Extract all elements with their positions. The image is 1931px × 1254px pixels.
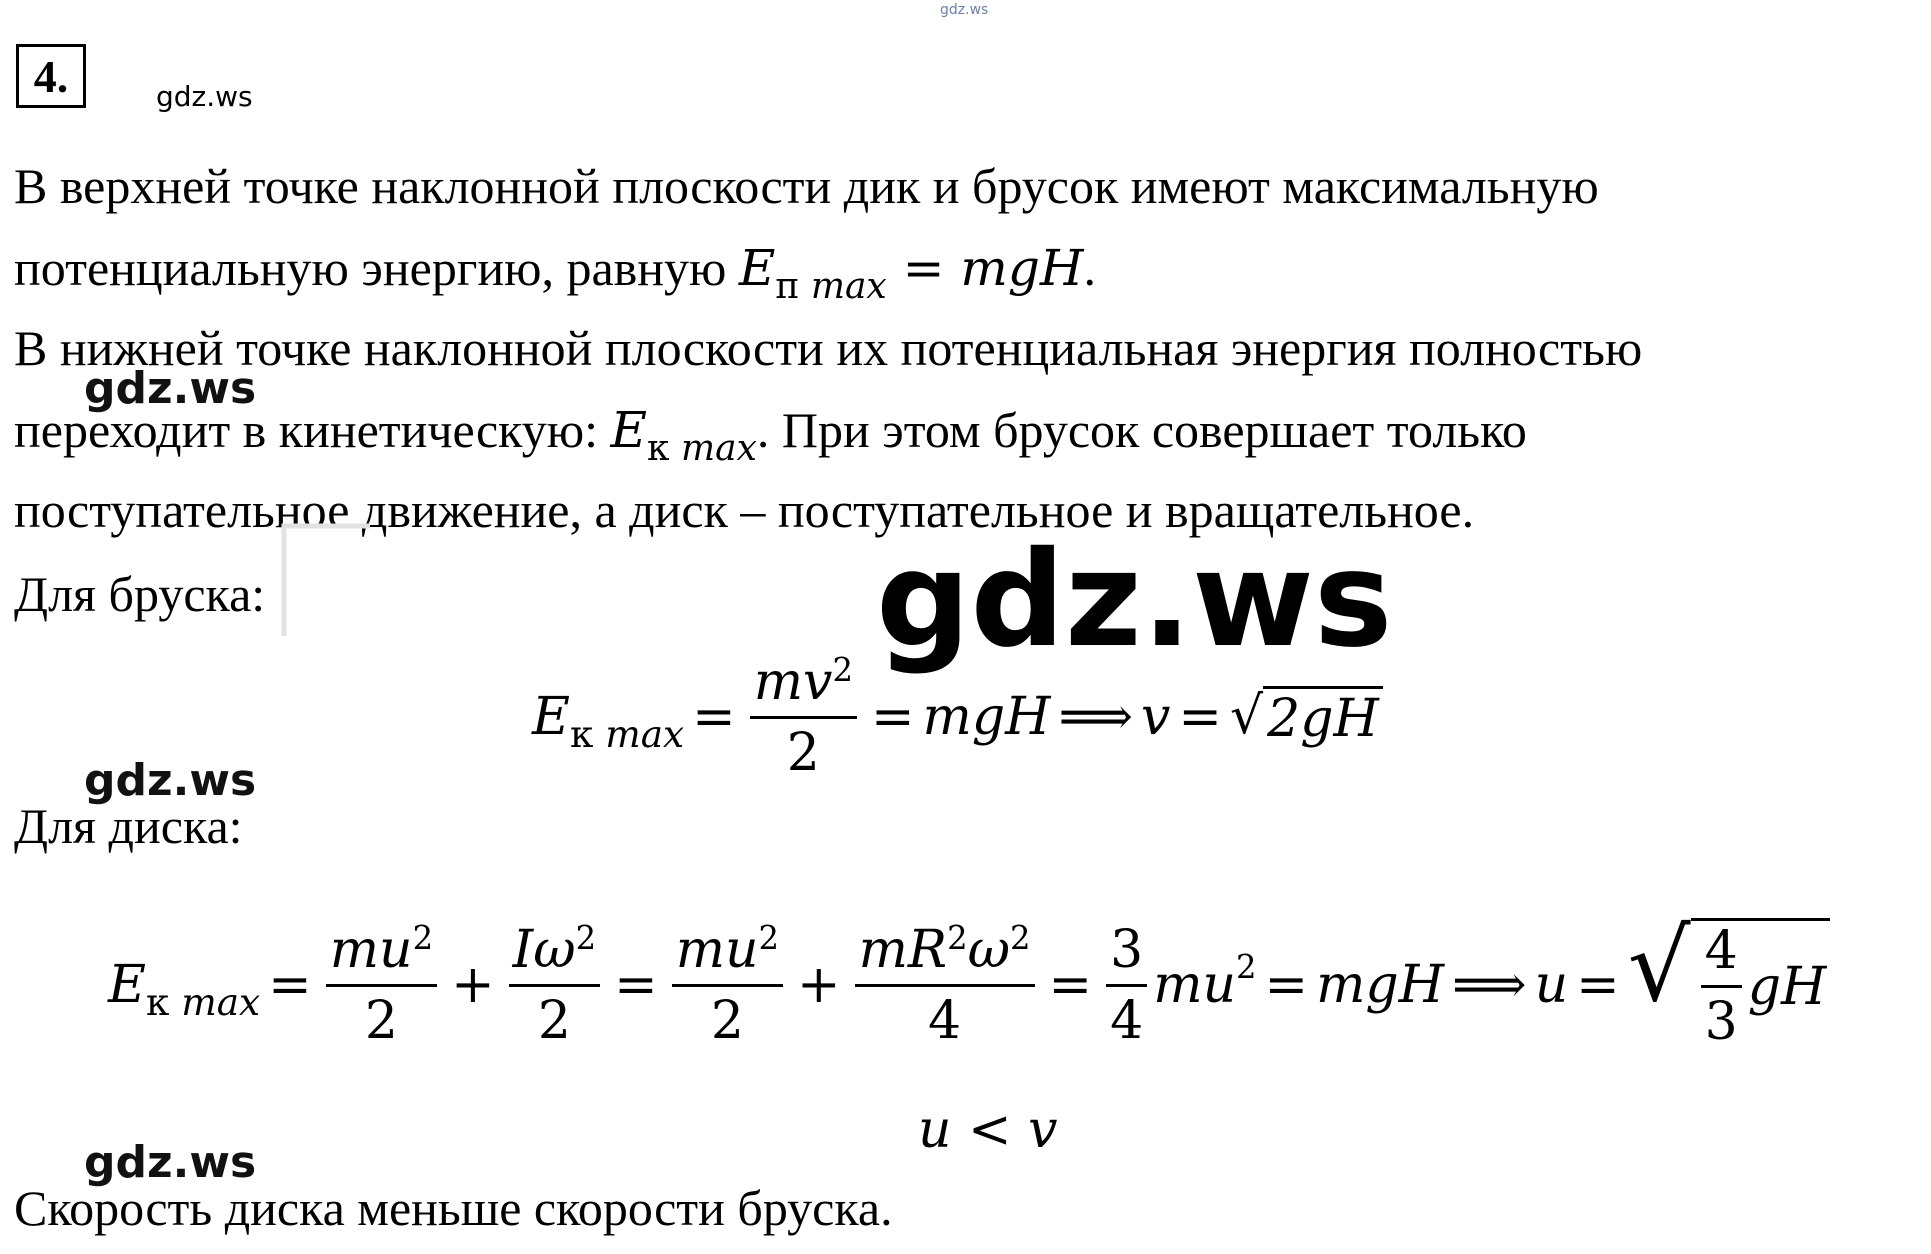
watermark-3: gdz.ws bbox=[84, 1137, 257, 1188]
top-watermark: gdz.ws bbox=[940, 2, 989, 18]
problem-number: 4. bbox=[33, 50, 69, 102]
text-line-5: поступательное движение, а диск – поступательное и вращательное. bbox=[14, 482, 1475, 538]
formula2-fraction-5: $\frac{3}{4}$ bbox=[1106, 920, 1147, 1051]
formula2-fraction-3: $\frac{mu^2}{2}$ bbox=[672, 920, 783, 1051]
formula2-fraction-1: $\frac{mu^2}{2}$ bbox=[326, 920, 437, 1051]
formula2-sqrt-fraction: $\frac{4}{3}$ bbox=[1701, 921, 1742, 1052]
formula1-E: $E_{к max}$ bbox=[532, 687, 685, 757]
formula2-fraction-4: $\frac{mR^2\omega^2}{4}$ bbox=[855, 920, 1035, 1051]
watermark-1: gdz.ws bbox=[84, 363, 257, 414]
watermark-2: gdz.ws bbox=[84, 755, 257, 806]
formula-inequality: u < v bbox=[918, 1100, 1058, 1160]
text-line-2: потенциальную энергию, равную $E_{п max}$ = mgH. bbox=[14, 239, 1096, 307]
formula-block: $E_{к max}$ = $\frac{mv^2}{2}$ = mgH ⟹ v = √ 2gH bbox=[532, 652, 1383, 782]
watermark-center: gdz.ws bbox=[876, 523, 1393, 677]
text-line-1: В верхней точке наклонной плоскости дик и брусок имеют максимальную bbox=[14, 158, 1599, 214]
text-line-2-prefix: потенциальную энергию, равную bbox=[14, 240, 739, 296]
text-line-3: В нижней точке наклонной плоскости их потенциальная энергия полностью bbox=[14, 320, 1643, 376]
problem-number-box bbox=[16, 44, 86, 108]
faint-background-mark bbox=[280, 520, 380, 640]
text-line-6: Для бруска: bbox=[14, 566, 266, 622]
formula2-fraction-2: $\frac{I\omega^2}{2}$ bbox=[509, 920, 600, 1051]
formula1-fraction: $\frac{mv^2}{2}$ bbox=[750, 652, 857, 783]
formula2-E: $E_{к max}$ bbox=[108, 955, 261, 1025]
formula-block: $E_{к max}$ = $\frac{mu^2}{2}$ + $\frac{I\omega^2}{2}$ = $\frac{mu^2}{2}$ + $\frac{mR^2\omega^2}{4}$ = $\frac{3}{4}$ mu 2 = mgH ⟹ u = √ $\frac{4}{3}$ gH bbox=[108, 910, 1830, 1060]
formula1-sqrt: √ 2gH bbox=[1230, 686, 1383, 749]
text-line-8: Скорость диска меньше скорости бруска. bbox=[14, 1180, 893, 1236]
formula2-sqrt: √ $\frac{4}{3}$ gH bbox=[1628, 918, 1831, 1052]
potential-energy-symbol: $E_{п max}$ = mgH bbox=[738, 239, 1084, 307]
text-line-7: Для диска: bbox=[14, 798, 243, 854]
kinetic-energy-symbol: $E_{к max}$ bbox=[610, 401, 757, 469]
text-line-4: переходит в кинетическую: $E_{к max}$. При этом брусок совершает только bbox=[14, 401, 1527, 469]
header-watermark: gdz.ws bbox=[156, 80, 253, 113]
